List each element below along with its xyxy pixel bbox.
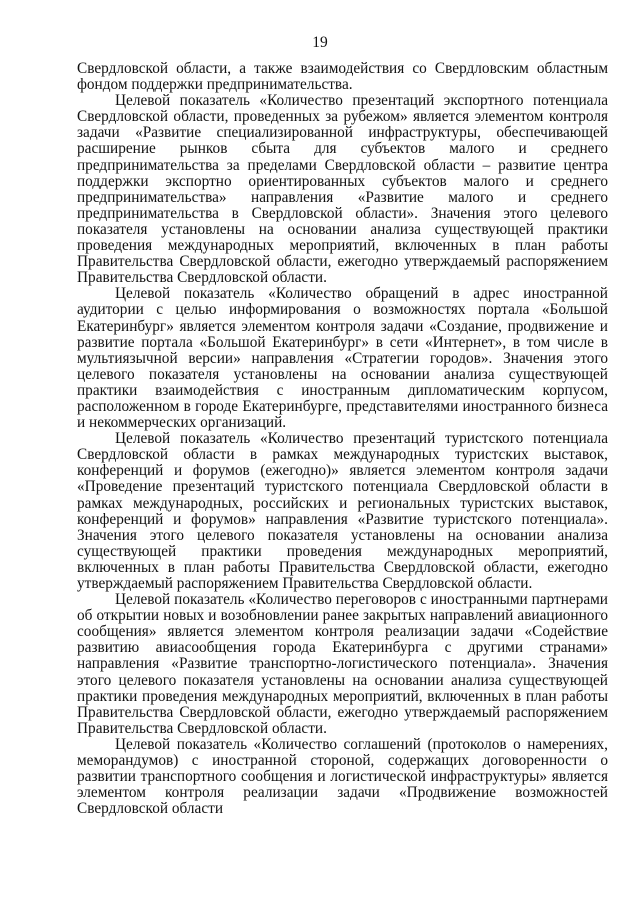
paragraph-tourism-presentations: Целевой показатель «Количество презентаций туристского потенциала Свердловской области в рамках международных туристских выставок, конференций и форумов (ежегодно)» является элементом контроля задачи «Проведение презентаций туристского потенциала Свердловской области в рамках международных, российских и региональных туристских выставок, конференций и форумов» направления «Развитие туристского потенциала». Значения этого целевого показателя установлены на основании анализа существующей практики проведения международных мероприятий, включенных в план работы Правительства Свердловской области, ежегодно утверждаемый распоряжением Правительства Свердловской области. bbox=[77, 430, 608, 592]
document-body bbox=[77, 61, 608, 817]
paragraph-portal-appeals: Целевой показатель «Количество обращений в адрес иностранной аудитории с целью информирования о возможностях портала «Большой Екатеринбург» является элементом контроля задачи «Создание, продвижение и развитие портала «Большой Екатеринбург» в сети «Интернет», в том числе в мультиязычной версии» направления «Стратегии городов». Значения этого целевого показателя установлены на основании анализа существующей практики взаимодействия с иностранным дипломатическим корпусом, расположенном в городе Екатеринбурге, представителями иностранного бизнеса и некоммерческих организаций. bbox=[77, 285, 608, 432]
paragraph-air-negotiations: Целевой показатель «Количество переговоров с иностранными партнерами об открытии новых и возобновлении ранее закрытых направлений авиационного сообщения» является элементом контроля реализации задачи «Содействие развитию авиасообщения города Екатеринбурга с другими странами» направления «Развитие транспортно-логистического потенциала». Значения этого целевого показателя установлены на основании анализа существующей практики проведения международных мероприятий, включенных в план работы Правительства Свердловской области, ежегодно утверждаемый распоряжением Правительства Свердловской области. bbox=[77, 591, 608, 737]
paragraph-continuation: Свердловской области, а также взаимодействия со Свердловским областным фондом поддержки предпринимательства. bbox=[77, 60, 608, 94]
page-number: 19 bbox=[312, 34, 328, 51]
paragraph-export-presentations: Целевой показатель «Количество презентаций экспортного потенциала Свердловской области, проведенных за рубежом» является элементом контроля задачи «Развитие специализированной инфраструктуры, обеспечивающей расширение рынков сбыта для субъектов малого и среднего предпринимательства за пределами Свердловской области – развитие центра поддержки экспортно ориентированных субъектов малого и среднего предпринимательства» направления «Развитие малого и среднего предпринимательства в Свердловской области». Значения этого целевого показателя установлены на основании анализа существующей практики проведения международных мероприятий, включенных в план работы Правительства Свердловской области, ежегодно утверждаемый распоряжением Правительства Свердловской области. bbox=[77, 92, 608, 287]
paragraph-agreements: Целевой показатель «Количество соглашений (протоколов о намерениях, меморандумов) с иностранной стороной, содержащих договоренности о развитии транспортного сообщения и логистической инфраструктуры» является элементом контроля реализации задачи «Продвижение возможностей Свердловской области bbox=[77, 735, 608, 818]
